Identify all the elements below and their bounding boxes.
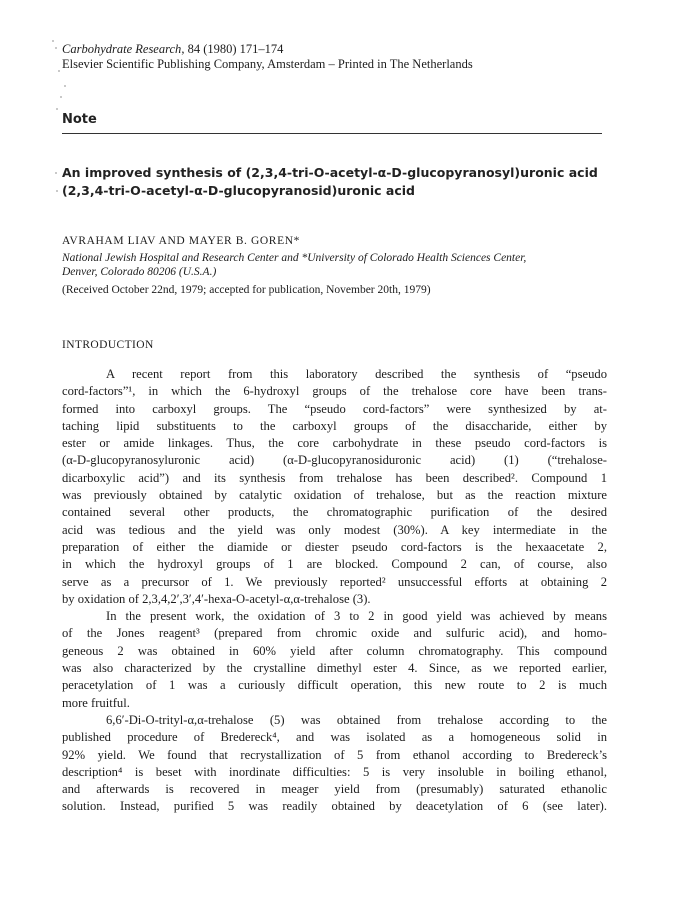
article-title <box>62 164 622 200</box>
publisher-line: Elsevier Scientific Publishing Company, Amsterdam – Printed in The Netherlands <box>62 57 473 71</box>
title-line: (2,3,4-tri-O-acetyl-α-D-glucopyranosid)uronic acid <box>62 183 416 198</box>
body-line: taching lipid substituents to the carboxyl groups of the disaccharide, either by <box>62 418 607 433</box>
body-line: was also characterized by the crystalline dimethyl ester 4. Since, as we reported earlier, <box>62 661 607 676</box>
body-line: 6,6′-Di-O-trityl-α,α-trehalose (5) was obtained from trehalose according to the <box>106 712 607 727</box>
body-line: A recent report from this laboratory described the synthesis of “pseudo <box>106 367 607 381</box>
scan-speck <box>60 96 62 98</box>
body-line: formed into carboxyl groups. The “pseudo cord-factors” were synthesized by at- <box>62 401 607 416</box>
body-line: geneous 2 was obtained in 60% yield after column chromatography. This compound <box>62 643 607 658</box>
body-line: preparation of either the diamide or diester pseudo cord-factors is the hexaacetate 2, <box>62 539 607 554</box>
affiliation-line: Denver, Colorado 80206 (U.S.A.) <box>62 266 217 278</box>
body-line: of the Jones reagent³ (prepared from chromic oxide and sulfuric acid), and homo- <box>62 626 607 641</box>
scan-speck <box>56 108 58 110</box>
body-line: serve as a precursor of 1. We previously reported² unsuccessful efforts at obtaining 2 <box>62 574 607 589</box>
received-dates: (Received October 22nd, 1979; accepted for publication, November 20th, 1979) <box>62 284 431 296</box>
body-line: solution. Instead, purified 5 was readily obtained by deacetylation of 6 (see later). <box>62 799 607 814</box>
body-line: and afterwards is recovered in meager yield from (presumably) saturated ethanolic <box>62 782 607 797</box>
body-line: ester or amide linkages. Thus, the core carbohydrate in these pseudo cord-factors is <box>62 436 607 451</box>
scan-speck <box>64 85 66 87</box>
journal-name: Carbohydrate Research <box>62 42 182 56</box>
section-label: Note <box>62 112 97 127</box>
scan-speck <box>52 40 54 42</box>
affiliation-line: National Jewish Hospital and Research Center and *University of Colorado Health Sciences Center, <box>62 252 527 264</box>
body-line: acid was tedious and the yield was only modest (30%). A key intermediate in the <box>62 522 607 537</box>
body-line: by oxidation of 2,3,4,2′,3′,4′-hexa-O-acetyl-α,α-trehalose (3). <box>62 591 371 606</box>
body-line: cord-factors”¹, in which the 6-hydroxyl groups of the trehalose core have been trans- <box>62 384 607 399</box>
journal-volume-pages: , 84 (1980) 171–174 <box>181 42 284 56</box>
body-line: peracetylation of 1 was a curiously difficult operation, this new route to 2 is much <box>62 678 607 693</box>
body-line: dicarboxylic acid”) and its synthesis from trehalose has been described². Compound 1 <box>62 470 607 485</box>
body-line: was previously obtained by catalytic oxidation of trehalose, but as the reaction mixture <box>62 488 607 503</box>
author-list: AVRAHAM LIAV AND MAYER B. GOREN* <box>62 235 300 247</box>
affiliation <box>62 251 607 279</box>
scan-speck <box>55 172 57 174</box>
introduction-heading: INTRODUCTION <box>62 339 154 351</box>
body-line: published procedure of Bredereck⁴, and was isolated as a homogeneous solid in <box>62 730 607 745</box>
body-line: more fruitful. <box>62 695 130 710</box>
body-line: description⁴ is beset with inordinate difficulties: 5 is very insoluble in boiling ethanol, <box>62 764 607 779</box>
title-line: An improved synthesis of (2,3,4-tri-O-acetyl-α-D-glucopyranosyl)uronic acid <box>62 165 598 180</box>
body-line: (α-D-glucopyranosyluronic acid) (α-D-glucopyranosiduronic acid) (1) (“trehalose- <box>62 453 607 468</box>
scan-speck <box>58 70 60 72</box>
body-line: in which the hydroxyl groups of 1 are blocked. Compound 2 can, of course, also <box>62 557 607 572</box>
body-text <box>62 366 607 816</box>
header-divider <box>62 133 602 134</box>
body-line: 92% yield. We found that recrystallization of 5 from ethanol according to Bredereck’s <box>62 747 607 762</box>
body-line: In the present work, the oxidation of 3 to 2 in good yield was achieved by means <box>106 609 607 624</box>
scan-speck <box>55 47 57 49</box>
journal-citation <box>62 42 283 57</box>
body-line: contained several other products, the chromatographic purification of the desired <box>62 505 607 520</box>
scan-speck <box>56 190 58 192</box>
